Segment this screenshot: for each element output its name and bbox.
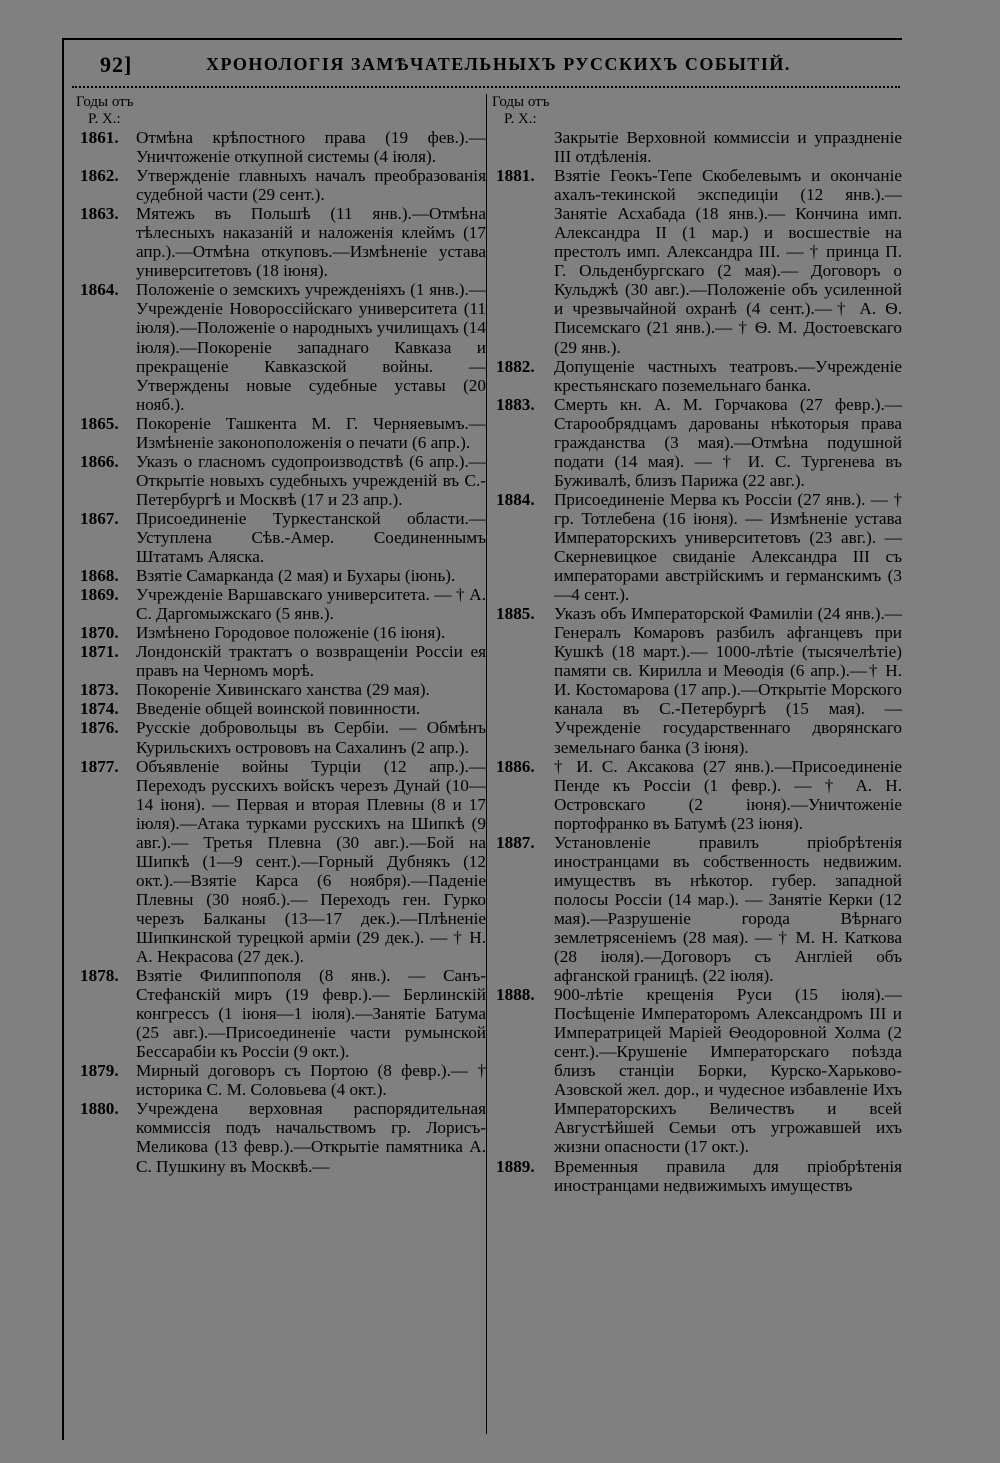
- entry-text: Указъ о гласномъ судопроизводствѣ (6 апр.).— Открытіе новыхъ судебныхъ учрежденій въ С.-Петербургѣ и Москвѣ (17 и 23 апр.).: [136, 451, 486, 509]
- entry-text: Закрытіе Верховной коммиссіи и упраздненіе III отдѣленія.: [554, 128, 902, 167]
- years-label: Годы отъ Р. Х.:: [76, 94, 134, 127]
- entry-text: Введеніе общей воинской повинности.: [136, 699, 421, 719]
- entry-year: 1873.: [80, 680, 119, 700]
- chronology-entry: [76, 414, 486, 452]
- page-number: 92]: [100, 52, 133, 77]
- chronology-entry: [76, 204, 486, 280]
- entry-text: Учрежденіе Варшавскаго университета. — † А. С. Даргомыжскаго (5 янв.).: [136, 585, 486, 624]
- entry-year: 1871.: [80, 642, 119, 662]
- entry-text: Взятіе Геокъ-Тепе Скобелевымъ и окончаніе ахалъ-текинской экспедиціи (12 янв.).—Занятіе Асхабада (18 янв.).— Кончина имп. Александра II (1 мар.) и восшествіе на престолъ имп. Александра III. — † принца П. Г. Ольденбургскаго (2 мая).— Договоръ о Кульджѣ (30 авг.).—Положеніе объ усиленной и чрезвычайной охранѣ (4 сент.).—† А. Ѳ. Писемскаго (21 янв.).— † Ѳ. М. Достоевскаго (29 янв.).: [554, 166, 902, 357]
- chronology-entry: [492, 757, 902, 833]
- chronology-entry: [76, 566, 486, 585]
- running-title: ХРОНОЛОГІЯ ЗАМѢЧАТЕЛЬНЫХЪ РУССКИХЪ СОБЫТІЙ.: [206, 54, 791, 74]
- entry-year: 1887.: [496, 832, 535, 852]
- entry-year: 1874.: [80, 699, 119, 719]
- entry-year: 1889.: [496, 1156, 535, 1176]
- entry-year: 1866.: [80, 451, 119, 471]
- entry-text: Взятіе Самарканда (2 мая) и Бухары (іюнь).: [136, 566, 456, 586]
- entry-year: 1883.: [496, 394, 535, 414]
- entry-text: Присоединеніе Мерва къ Россіи (27 янв.). — † гр. Тотлебена (16 іюня). — Измѣненіе устава Императорскихъ университетовъ (23 авг.). — Скерневицкое свиданіе Александра III съ императорами австрійскимъ и германскимъ (3—4 сент.).: [554, 489, 902, 605]
- entry-year: 1868.: [80, 566, 119, 586]
- entry-year: 1867.: [80, 508, 119, 528]
- entry-text: Учреждена верховная распорядительная коммиссія подъ начальствомъ гр. Лорисъ-Меликова (13 февр.).—Открытіе памятника А. С. Пушкину въ Москвѣ.—: [136, 1099, 486, 1176]
- chronology-entry: [76, 452, 486, 509]
- entry-year: 1876.: [80, 718, 119, 738]
- chronology-entry: [76, 585, 486, 623]
- chronology-entry: [76, 699, 486, 718]
- entry-year: 1878.: [80, 966, 119, 986]
- chronology-entry: [492, 985, 902, 1156]
- entry-text: Допущеніе частныхъ театровъ.—Учрежденіе крестьянскаго поземельнаго банка.: [554, 356, 902, 395]
- entry-text: Мятежъ въ Польшѣ (11 янв.).—Отмѣна тѣлесныхъ наказаній и наложенія клеймъ (17 апр.).—Отмѣна откуповъ.—Измѣненіе устава университетовъ (18 іюня).: [136, 204, 486, 281]
- entry-year: 1884.: [496, 489, 535, 509]
- chronology-entry: [76, 280, 486, 413]
- chronology-entry: [76, 166, 486, 204]
- entry-text: Положеніе о земскихъ учрежденіяхъ (1 янв.).—Учрежденіе Новороссійскаго университета (11 іюля).—Положеніе о народныхъ училищахъ (14 іюля).—Покореніе западнаго Кавказа и прекращеніе Кавказской войны. — Утверждены новые судебные уставы (20 нояб.).: [136, 280, 486, 414]
- book-page: [62, 38, 902, 1440]
- chronology-entry: [492, 833, 902, 985]
- chronology-entry: [76, 128, 486, 166]
- entry-year: 1879.: [80, 1061, 119, 1081]
- chronology-entry: [76, 1099, 486, 1175]
- chronology-entry: [76, 757, 486, 967]
- entry-text: Мирный договоръ съ Портою (8 февр.).— † историка С. М. Соловьева (4 окт.).: [136, 1061, 486, 1100]
- chronology-entry: [492, 395, 902, 490]
- entry-year: 1877.: [80, 756, 119, 776]
- chronology-entry: [492, 128, 902, 166]
- entry-text: Покореніе Ташкента М. Г. Черняевымъ.—Измѣненіе законоположенія о печати (6 апр.).: [136, 413, 486, 452]
- chronology-entry: [492, 166, 902, 356]
- entry-text: Смерть кн. А. М. Горчакова (27 февр.).— Старообрядцамъ дарованы нѣкоторыя права гражданства (3 мая).—Отмѣна подушной подати (14 мая). — † И. С. Тургенева въ Буживалѣ, близъ Парижа (22 авг.).: [554, 394, 902, 490]
- right-column: [492, 94, 902, 1195]
- entry-year: 1865.: [80, 413, 119, 433]
- left-column: [76, 94, 486, 1176]
- chronology-entry: [76, 718, 486, 756]
- entry-text: Взятіе Филиппополя (8 янв.). — Санъ-Стефанскій миръ (19 февр.).— Берлинскій конгрессъ (1 іюня—1 іюля).—Занятіе Батума (25 авг.).—Присоединеніе части румынской Бессарабіи къ Россіи (9 окт.).: [136, 966, 486, 1062]
- chronology-entry: [76, 642, 486, 680]
- entry-text: Русскіе добровольцы въ Сербіи. — Обмѣнъ Курильскихъ острововъ на Сахалинъ (2 апр.).: [136, 718, 486, 757]
- entry-year: 1869.: [80, 585, 119, 605]
- entry-text: † И. С. Аксакова (27 янв.).—Присоединеніе Пенде къ Россіи (1 февр.). — † А. Н. Островскаго (2 іюня).—Уничтоженіе портофранко въ Батумѣ (23 іюня).: [554, 756, 902, 833]
- entry-text: Покореніе Хивинскаго ханства (29 мая).: [136, 680, 430, 700]
- entry-text: Указъ объ Императорской Фамиліи (24 янв.).—Генералъ Комаровъ разбилъ афганцевъ при Кушкѣ (18 март.).— 1000-лѣтіе (тысячелѣтіе) памяти св. Кирилла и Меѳодія (6 апр.).—† Н. И. Костомарова (17 апр.).—Открытіе Морского канала въ С.-Петербургѣ (15 мая). — Учрежденіе государственнаго дворянскаго земельнаго банка (3 іюня).: [554, 604, 902, 757]
- header-rule: [72, 86, 900, 88]
- entry-text: Отмѣна крѣпостного права (19 фев.).— Уничтоженіе откупной системы (4 іюля).: [136, 128, 486, 167]
- chronology-entry: [76, 1061, 486, 1099]
- chronology-entry: [492, 357, 902, 395]
- chronology-entry: [76, 623, 486, 642]
- entry-year: 1864.: [80, 280, 119, 300]
- entry-text: Измѣнено Городовое положеніе (16 іюня).: [136, 623, 446, 643]
- page-header: [64, 52, 904, 84]
- chronology-entry: [76, 680, 486, 699]
- entry-text: Установленіе правилъ пріобрѣтенія иностранцами въ собственность недвижим. имуществъ въ нѣкотор. губер. западной полосы Россіи (14 мар.). — Занятіе Керки (12 мая).—Разрушеніе города Вѣрнаго землетрясеніемъ (28 мая). — † М. Н. Каткова (28 іюля).—Договоръ съ Англіей объ афганской границѣ. (22 іюля).: [554, 832, 902, 986]
- chronology-entry: [76, 966, 486, 1061]
- chronology-entry: [492, 604, 902, 756]
- entry-text: Утвержденіе главныхъ началъ преобразованія судебной части (29 сент.).: [136, 166, 486, 205]
- years-label: Годы отъ Р. Х.:: [492, 94, 550, 127]
- column-divider: [486, 94, 487, 1434]
- chronology-entry: [76, 509, 486, 566]
- entry-text: Объявленіе войны Турціи (12 апр.).— Переходъ русскихъ войскъ черезъ Дунай (10— 14 іюня). — Первая и вторая Плевны (8 и 17 іюля).—Атака турками русскихъ на Шипкѣ (9 авг.).— Третья Плевна (30 авг.).—Бой на Шипкѣ (1—9 сент.).—Горный Дубнякъ (12 окт.).—Взятіе Карса (6 ноября).—Паденіе Плевны (30 нояб.).— Переходъ ген. Гурко черезъ Балканы (13—17 дек.).—Плѣненіе Шипкинской турецкой арміи (29 дек.). — † Н. А. Некрасова (27 дек.).: [136, 756, 486, 967]
- chronology-entry: [492, 490, 902, 604]
- entry-text: Присоединеніе Туркестанской области.—Уступлена Сѣв.-Амер. Соединеннымъ Штатамъ Аляска.: [136, 508, 486, 567]
- entry-year: 1880.: [80, 1099, 119, 1119]
- entry-text: Лондонскій трактатъ о возвращеніи Россіи ея правъ на Черномъ морѣ.: [136, 642, 486, 681]
- entry-year: 1888.: [496, 985, 535, 1005]
- entry-year: 1881.: [496, 166, 535, 186]
- entry-text: 900-лѣтіе крещенія Руси (15 іюля).— Посѣщеніе Императоромъ Александромъ III и Императрицей Маріей Ѳеодоровной Холма (2 сент.).—Крушеніе Императорскаго поѣзда близъ станціи Борки, Курско-Харьково-Азовской жел. дор., и чудесное избавленіе Ихъ Императорскихъ Величествъ и всей Августѣйшей Семьи отъ угрожавшей ихъ жизни опасности (17 окт.).: [554, 985, 902, 1157]
- entry-year: 1862.: [80, 166, 119, 186]
- entry-year: 1863.: [80, 204, 119, 224]
- entry-year: 1882.: [496, 356, 535, 376]
- chronology-entry: [492, 1157, 902, 1195]
- entry-year: 1861.: [80, 128, 119, 147]
- entry-year: 1870.: [80, 623, 119, 643]
- entry-year: 1885.: [496, 604, 535, 624]
- entry-text: Временныя правила для пріобрѣтенія иностранцами недвижимыхъ имуществъ: [554, 1156, 902, 1195]
- entry-year: 1886.: [496, 756, 535, 776]
